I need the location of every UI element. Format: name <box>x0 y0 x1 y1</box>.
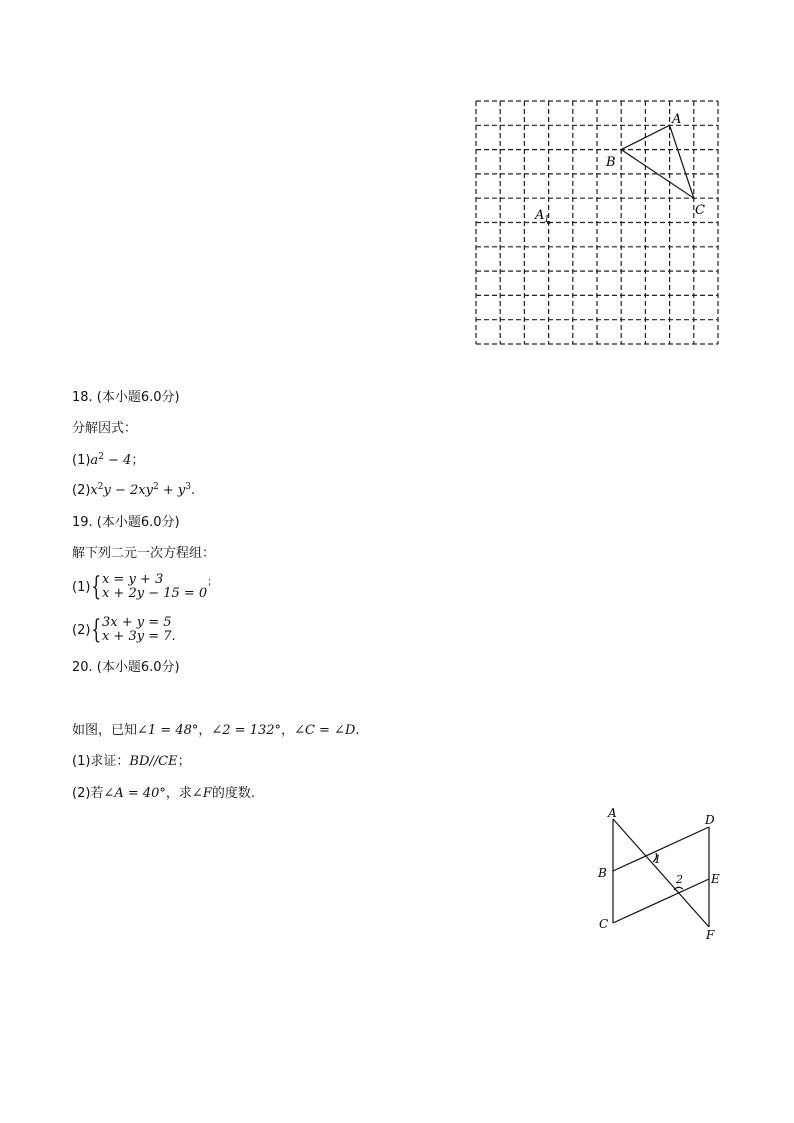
q18-p2-e3: 3 <box>185 482 191 492</box>
q18-p1-rest: − 4 <box>103 453 132 468</box>
label-a: A <box>672 112 682 127</box>
q20-given-b: ∠1 = 48° <box>137 723 199 738</box>
q18-p1-num: (1) <box>72 453 91 468</box>
q20-p2-b: ∠A = 40° <box>103 786 166 801</box>
q18-header: 18. (本小题6.0分) <box>72 390 180 405</box>
grid-figure <box>470 95 725 353</box>
segment-bd <box>613 827 709 871</box>
q20-part1 <box>72 753 191 771</box>
q19-s1-num: (1) <box>72 579 91 595</box>
q19-system1 <box>72 573 217 601</box>
q20-p1-c: ； <box>177 754 191 769</box>
label-a1-sub: 1 <box>544 215 550 225</box>
q19-s2-eq2: x + 3y = 7 <box>101 629 172 644</box>
segment-af <box>613 819 709 927</box>
q20-given-c: ， <box>198 723 212 738</box>
fig2-angle1: 1 <box>654 853 661 866</box>
brace-icon: { <box>91 572 102 602</box>
q20-given-g: . <box>355 723 360 738</box>
q19-system2 <box>72 616 176 644</box>
fig2-angle2: 2 <box>676 873 683 886</box>
q18-p2-e2: 2 <box>152 482 159 492</box>
q19-s2-num: (2) <box>72 622 91 638</box>
q18-p2-t2: y − 2xy <box>103 483 153 498</box>
q19-s2-end: . <box>171 629 176 644</box>
q20-given-a: 如图，已知 <box>72 723 138 738</box>
q20-p2-d: ∠F <box>191 786 212 801</box>
q20-p2-c: ，求 <box>165 786 192 801</box>
q20-given <box>72 722 360 740</box>
q18-p1-exp: 2 <box>98 452 104 462</box>
q18-part2 <box>72 482 195 500</box>
fig2-label-f: F <box>706 928 715 942</box>
q20-given-e: ， <box>281 723 295 738</box>
q19-s1-end: ； <box>207 577 218 588</box>
q20-header: 20. (本小题6.0分) <box>72 660 180 675</box>
q19-s1-eq2: x + 2y − 15 = 0 <box>101 586 208 601</box>
q18-p2-e1: 2 <box>97 482 104 492</box>
label-c: C <box>695 203 705 218</box>
q19-prompt: 解下列二元一次方程组： <box>72 546 216 561</box>
q18-p2-t1: x <box>90 483 98 498</box>
fig2-label-d: D <box>705 813 715 827</box>
q20-p1-b: BD//CE <box>129 754 178 769</box>
q19-s1-eq1: x = y + 3 <box>101 572 164 587</box>
fig2-label-c: C <box>599 917 609 931</box>
q20-given-f: ∠C = ∠D <box>294 723 356 738</box>
q18-p2-num: (2) <box>72 483 91 498</box>
q20-part2 <box>72 785 255 803</box>
fig2-label-b: B <box>598 866 607 880</box>
q20-p2-e: 的度数. <box>211 786 255 801</box>
q19-header: 19. (本小题6.0分) <box>72 515 180 530</box>
geometry-figure <box>590 805 730 945</box>
label-b: B <box>606 155 616 170</box>
segment-ce <box>613 879 709 923</box>
q18-part1 <box>72 452 144 470</box>
q18-p1-end: ； <box>131 453 145 468</box>
triangle-abc <box>621 125 694 198</box>
fig2-label-a: A <box>608 806 617 820</box>
q20-p1-a: (1)求证： <box>72 754 130 769</box>
q18-prompt: 分解因式： <box>72 421 138 436</box>
q20-p2-a: (2)若 <box>72 786 104 801</box>
q18-p2-end: . <box>190 483 196 498</box>
label-a1: A <box>535 208 545 223</box>
q19-s2-eq1: 3x + y = 5 <box>101 615 172 630</box>
q18-p1-expr: a <box>90 453 99 468</box>
fig2-label-e: E <box>711 872 720 886</box>
dashed-grid <box>476 101 718 344</box>
brace-icon: { <box>91 615 102 645</box>
q20-given-d: ∠2 = 132° <box>211 723 282 738</box>
q18-p2-t3: + y <box>158 483 186 498</box>
